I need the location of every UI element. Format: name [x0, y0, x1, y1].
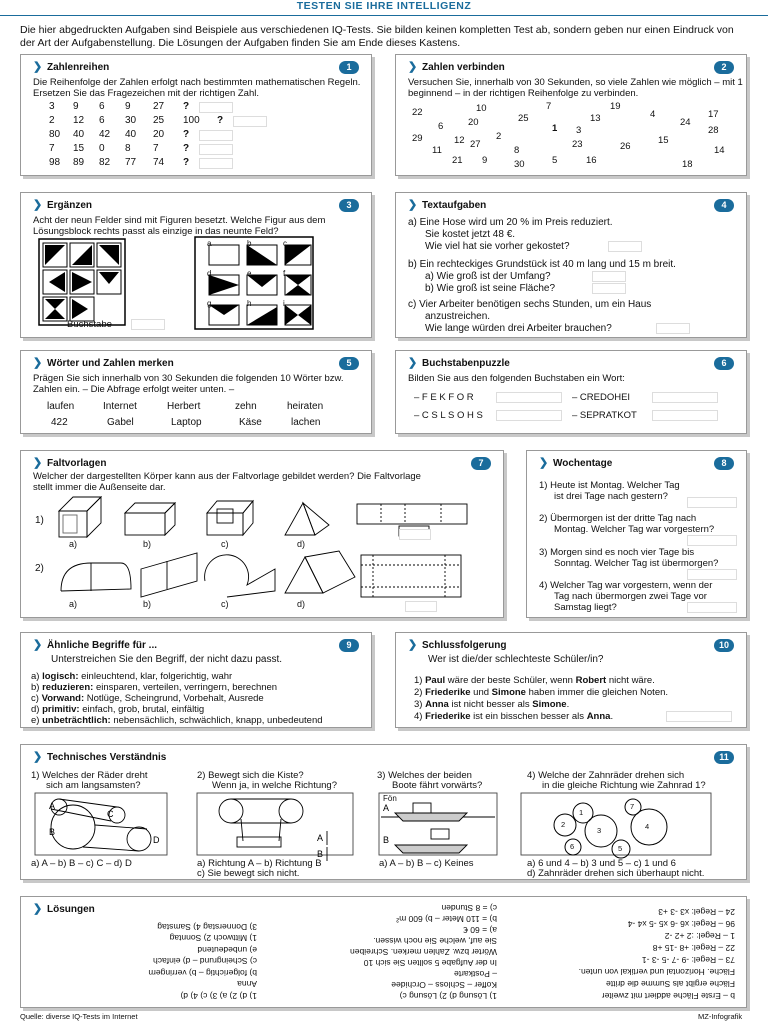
answer-field[interactable]: [233, 116, 267, 127]
task-number-badge: 4: [714, 199, 734, 212]
answer-options: a) A – b) B – c) Keines: [379, 858, 474, 869]
series-value: 89: [73, 157, 85, 168]
answer-options: a) A – b) B – c) C – d) D: [31, 858, 132, 869]
task-description: Versuchen Sie, innerhalb von 30 Sekunden, so viele Zahlen wie möglich – mit 1 beginnend – in der richtigen Reihenfolge zu verbinden.: [408, 77, 743, 100]
series-value: 9: [73, 101, 79, 112]
series-value: 77: [125, 157, 137, 168]
solution-line: 1 – Regel: :2 +2 -2: [664, 931, 735, 941]
task-woerter-merken: [20, 350, 372, 434]
answer-options: c) Sie bewegt sich nicht.: [197, 868, 300, 879]
gear-number: 4: [645, 822, 650, 831]
task-heading: ❯ Ergänzen: [33, 199, 93, 211]
intro-text: Die hier abgedruckten Aufgaben sind Beispiele aus verschiedenen IQ-Tests. Sie bilden keinen kompletten Test ab, sondern geben nur einen Eindruck von der Art der Aufgabenstellung. Die Lösungen der Aufgaben finden Sie am Ende dieses Kastens.: [20, 24, 734, 50]
question-text: 3) Welches der beiden: [377, 770, 472, 781]
solution-line: Anna: [237, 979, 257, 990]
task-description: Welcher der dargestellten Körper kann aus der Faltvorlage gebildet werden? Die Faltvorlage stellt immer die Außenseite dar.: [33, 471, 421, 494]
answer-field[interactable]: [592, 283, 626, 294]
answer-field[interactable]: [656, 323, 690, 334]
chevron-right-icon: ❯: [408, 357, 418, 369]
letter-puzzle: – F E K F O R: [414, 392, 474, 403]
series-value: 98: [49, 157, 61, 168]
connect-number: 27: [470, 139, 481, 150]
solution-line: 73 – Regel: -9 -7 -5 -3 -1: [641, 955, 735, 965]
connect-number: 4: [650, 109, 656, 120]
connect-number: 23: [572, 139, 583, 150]
series-value: ?: [217, 115, 224, 126]
question-text: sich am langsamsten?: [46, 780, 141, 791]
series-value: 2: [49, 115, 55, 126]
answer-field[interactable]: [199, 130, 233, 141]
chevron-right-icon: ❯: [33, 61, 43, 73]
solution-line: 1) Mittwoch 2) Sonntag: [169, 933, 257, 944]
memorize-item: lachen: [291, 417, 321, 428]
question-text: Sie kostet jetzt 48 €.: [425, 229, 516, 240]
connect-number: 12: [454, 135, 465, 146]
answer-field[interactable]: [496, 410, 562, 421]
option-letter: b: [247, 239, 252, 248]
answer-field[interactable]: [199, 158, 233, 169]
task-heading: ❯ Textaufgaben: [408, 199, 487, 211]
connect-number: 1: [552, 123, 558, 134]
answer-label: Buchstabe: [67, 319, 112, 330]
solutions-right: [511, 901, 741, 1005]
question-text: anzustreichen.: [425, 311, 491, 322]
series-value: 80: [49, 129, 61, 140]
question-text: c) Vier Arbeiter benötigen sechs Stunden, um ein Haus: [408, 299, 652, 310]
series-value: 82: [99, 157, 111, 168]
gear-number: 5: [618, 844, 623, 853]
answer-field[interactable]: [687, 535, 737, 546]
task-zahlen-verbinden: [395, 54, 747, 176]
wheel-label-a: A: [49, 801, 56, 811]
series-value: 25: [153, 115, 165, 126]
solutions-left: [33, 917, 263, 1005]
answer-field[interactable]: [496, 392, 562, 403]
task-textaufgaben: [395, 192, 747, 338]
option-letter: e: [247, 269, 252, 278]
figure-grid: [39, 239, 189, 325]
connect-number: 21: [452, 155, 463, 166]
series-value: 8: [125, 143, 131, 154]
connect-number: 22: [412, 107, 423, 118]
task-zahlenreihen: [20, 54, 372, 176]
task-heading: ❯ Buchstabenpuzzle: [408, 357, 510, 369]
connect-number: 17: [708, 109, 719, 120]
answer-field[interactable]: [687, 602, 737, 613]
term-line: c) Vorwand: Notlüge, Scheingrund, Vorbehalt, Ausrede: [31, 693, 264, 704]
task-heading: ❯ Zahlenreihen: [33, 61, 110, 73]
task-number-badge: 6: [714, 357, 734, 370]
memorize-item: Herbert: [167, 401, 201, 412]
page-header: [0, 0, 768, 16]
answer-field[interactable]: [666, 711, 732, 722]
connect-number: 15: [658, 135, 669, 146]
task-ergaenzen: [20, 192, 372, 338]
task-number-badge: 8: [714, 457, 734, 470]
connect-number: 11: [432, 145, 442, 156]
chevron-right-icon: ❯: [33, 457, 43, 469]
solution-line: 1) Lösung d) 2) Lösung c): [399, 991, 497, 1001]
task-heading: ❯ Wochentage: [539, 457, 613, 469]
memorize-item: zehn: [235, 401, 257, 412]
task-number-badge: 3: [339, 199, 359, 212]
series-value: 27: [153, 101, 165, 112]
series-value: ?: [183, 101, 190, 112]
solution-line: Fläche ergibt als Summe die dritte: [606, 979, 735, 989]
task-wochentage: [526, 450, 747, 618]
fold-option-label: c): [221, 539, 229, 549]
answer-field[interactable]: [199, 144, 233, 155]
question-text: b) Ein rechteckiges Grundstück ist 40 m lang und 15 m breit.: [408, 259, 676, 270]
solution-line: In der Aufgabe 5 sollten Sie sich 10: [363, 958, 497, 968]
task-number-badge: 10: [714, 639, 734, 652]
memorize-item: laufen: [47, 401, 75, 412]
task-description: Wer ist die/der schlechteste Schüler/in?: [428, 654, 604, 665]
series-value: ?: [183, 129, 190, 140]
option-letter: i: [283, 299, 285, 308]
question-text: 2) Übermorgen ist der dritte Tag nach: [539, 513, 697, 524]
gear-number: 3: [597, 826, 602, 835]
question-text: Wenn ja, in welche Richtung?: [212, 780, 337, 791]
term-line: b) reduzieren: einsparen, verteilen, verringern, berechnen: [31, 682, 278, 693]
fold-option-label: c): [221, 599, 229, 609]
task-number-badge: 11: [714, 751, 734, 764]
solution-line: – Postkarte: [454, 969, 497, 979]
row-label: 1): [35, 515, 44, 526]
question-text: Boote fährt vorwärts?: [392, 780, 483, 791]
question-text: 2) Bewegt sich die Kiste?: [197, 770, 304, 781]
boat-label-b: B: [383, 835, 390, 845]
option-letter: c: [283, 239, 287, 248]
chevron-right-icon: ❯: [408, 639, 418, 651]
fold-option-label: a): [69, 539, 78, 549]
option-letter: f: [283, 269, 286, 278]
task-number-badge: 5: [339, 357, 359, 370]
row-label: 2): [35, 563, 44, 574]
connect-number: 2: [496, 131, 502, 142]
option-letter: a: [207, 239, 212, 248]
gear-number: 2: [561, 820, 566, 829]
question-text: 4) Welche der Zahnräder drehen sich: [527, 770, 685, 781]
series-value: ?: [183, 143, 190, 154]
connect-number: 20: [468, 117, 479, 128]
solutions-middle: [273, 901, 503, 1005]
task-number-badge: 2: [714, 61, 734, 74]
series-value: 42: [99, 129, 111, 140]
solution-line: Sie auf, welche Sie noch wissen.: [373, 936, 497, 946]
solution-line: 22 – Regel: +8 -15 +8: [652, 943, 735, 953]
wheel-label-b: B: [49, 827, 56, 837]
fold-option-label: d): [297, 599, 306, 609]
chevron-right-icon: ❯: [33, 751, 43, 763]
task-schlussfolgerung: [395, 632, 747, 728]
connect-number: 30: [514, 159, 525, 170]
series-value: 30: [125, 115, 137, 126]
statement-line: 3) Anna ist nicht besser als Simone.: [414, 699, 570, 710]
task-number-badge: 9: [339, 639, 359, 652]
task-aehnliche-begriffe: [20, 632, 372, 728]
solutions-box: [20, 896, 747, 1008]
question-text: in die gleiche Richtung wie Zahnrad 1?: [542, 780, 706, 791]
letter-puzzle: – CREDOHEI: [572, 392, 631, 403]
question-text: ist drei Tage nach gestern?: [554, 491, 668, 502]
connect-number: 14: [714, 145, 725, 156]
task-description: Prägen Sie sich innerhalb von 30 Sekunden die folgenden 10 Wörter bzw. Zahlen ein. – Die Abfrage erfolgt weiter unten. –: [33, 373, 344, 396]
connect-number: 7: [546, 101, 552, 112]
series-value: 74: [153, 157, 165, 168]
fold-option-label: a): [69, 599, 78, 609]
statement-line: 1) Paul wäre der beste Schüler, wenn Robert nicht wäre.: [414, 675, 655, 686]
series-value: 40: [73, 129, 85, 140]
answer-field[interactable]: [405, 601, 437, 612]
option-letter: g: [207, 299, 212, 308]
solution-block: [195, 237, 313, 329]
series-value: 0: [99, 143, 105, 154]
connect-number: 16: [586, 155, 597, 166]
answer-options: a) 6 und 4 – b) 3 und 5 – c) 1 und 6: [527, 858, 676, 869]
series-value: 100: [183, 115, 200, 126]
direction-label-a: A: [317, 833, 324, 843]
gear-number: 7: [630, 802, 635, 811]
series-value: 20: [153, 129, 165, 140]
task-description: Die Reihenfolge der Zahlen erfolgt nach bestimmten mathematischen Regeln. Ersetzen Sie das Fragezeichen mit der richtigen Zahl.: [33, 77, 361, 100]
connect-number: 5: [552, 155, 558, 166]
task-heading: ❯ Schlussfolgerung: [408, 639, 507, 651]
term-line: d) primitiv: einfach, grob, brutal, einfältig: [31, 704, 205, 715]
answer-field[interactable]: [608, 241, 642, 252]
series-value: 6: [99, 115, 105, 126]
connect-number: 19: [610, 101, 621, 112]
question-text: 1) Heute ist Montag. Welcher Tag: [539, 480, 680, 491]
solution-line: c) Scheingrund – d) einfach: [153, 956, 257, 967]
question-text: Samstag liegt?: [554, 602, 617, 613]
series-value: 9: [125, 101, 131, 112]
series-value: 12: [73, 115, 85, 126]
answer-field[interactable]: [687, 569, 737, 580]
direction-label-b: B: [317, 849, 324, 859]
connect-number: 6: [438, 121, 444, 132]
task-buchstabenpuzzle: [395, 350, 747, 434]
chevron-right-icon: ❯: [408, 199, 418, 211]
connect-number: 28: [708, 125, 719, 136]
gear-number: 1: [579, 808, 584, 817]
source-note: Quelle: diverse IQ-Tests im Internet: [20, 1012, 138, 1021]
task-number-badge: 1: [339, 61, 359, 74]
chevron-right-icon: ❯: [33, 639, 43, 651]
statement-line: 2) Friederike und Simone haben immer die gleichen Noten.: [414, 687, 669, 698]
question-text: Montag. Welcher Tag war vorgestern?: [554, 524, 715, 535]
answer-options: a) Richtung A – b) Richtung B: [197, 858, 322, 869]
answer-field[interactable]: [199, 102, 233, 113]
connect-number: 13: [590, 113, 601, 124]
question-text: b) Wie groß ist seine Fläche?: [425, 283, 556, 294]
letter-puzzle: – C S L S O H S: [414, 410, 483, 421]
task-heading: ❯ Wörter und Zahlen merken: [33, 357, 174, 369]
task-heading: ❯ Technisches Verständnis: [33, 751, 167, 763]
connect-number: 24: [680, 117, 691, 128]
solution-line: b) = 110 Meter – b) 600 m²: [396, 914, 497, 924]
question-text: 4) Welcher Tag war vorgestern, wenn der: [539, 580, 713, 591]
gear-number: 6: [570, 842, 575, 851]
connect-number: 29: [412, 133, 423, 144]
question-text: 1) Welches der Räder dreht: [31, 770, 148, 781]
wheel-label-c: C: [107, 809, 114, 819]
fold-option-label: b): [143, 539, 152, 549]
wheel-label-d: D: [153, 835, 160, 845]
chevron-right-icon: ❯: [33, 903, 43, 915]
hairdryer-label: Fön: [383, 794, 397, 803]
term-line: e) unbeträchtlich: nebensächlich, schwächlich, knapp, unbedeutend: [31, 715, 323, 726]
question-text: a) Eine Hose wird um 20 % im Preis reduziert.: [408, 217, 613, 228]
task-faltvorlagen: [20, 450, 504, 618]
option-letter: d: [207, 269, 212, 278]
task-heading: ❯ Ähnliche Begriffe für ...: [33, 639, 158, 651]
series-value: 7: [49, 143, 55, 154]
connect-number: 3: [576, 125, 582, 136]
task-heading: ❯ Faltvorlagen: [33, 457, 107, 469]
connect-number: 26: [620, 141, 631, 152]
task-heading: ❯ Zahlen verbinden: [408, 61, 505, 73]
page-title: TESTEN SIE IHRE INTELLIGENZ: [296, 0, 472, 12]
solution-line: 96 – Regel: x6 -6 x5 -5 x4 -4: [627, 919, 735, 929]
solution-line: 1) d) 2) a) 3) c) 4) d): [180, 991, 257, 1001]
solution-line: 3) Donnerstag 4) Samstag: [157, 922, 257, 932]
question-text: Wie viel hat sie vorher gekostet?: [425, 241, 570, 252]
connect-number: 25: [518, 113, 529, 124]
connect-number: 18: [682, 159, 693, 170]
solution-line: e) unbedeutend: [197, 945, 257, 955]
chevron-right-icon: ❯: [33, 357, 43, 369]
connect-number: 8: [514, 145, 520, 156]
memorize-item: Gabel: [107, 417, 134, 428]
solution-line: a) = 60 €: [463, 925, 497, 935]
letter-puzzle: – SEPRATKOT: [572, 410, 637, 421]
task-description: Bilden Sie aus den folgenden Buchstaben ein Wort:: [408, 373, 625, 384]
fold-option-label: d): [297, 539, 306, 549]
answer-field[interactable]: [687, 497, 737, 508]
chevron-right-icon: ❯: [408, 61, 418, 73]
question-text: a) Wie groß ist der Umfang?: [425, 271, 551, 282]
series-value: 7: [153, 143, 159, 154]
question-text: Tag nach übermorgen zwei Tage vor: [554, 591, 707, 602]
answer-field[interactable]: [131, 319, 165, 330]
task-description: Unterstreichen Sie den Begriff, der nicht dazu passt.: [51, 654, 283, 665]
task-technisches-verstaendnis: [20, 744, 747, 880]
solution-line: Koffer – Schloss – Orchidee: [391, 980, 497, 990]
term-line: a) logisch: einleuchtend, klar, folgerichtig, wahr: [31, 671, 233, 682]
task-number-badge: 7: [471, 457, 491, 470]
boat-label-a: A: [383, 803, 390, 813]
solution-line: b) folgerichtig – b) verringern: [148, 968, 257, 978]
answer-options: d) Zahnräder drehen sich überhaupt nicht.: [527, 868, 705, 879]
task-description: Acht der neun Felder sind mit Figuren besetzt. Welche Figur aus dem Lösungsblock rechts passt als einzige in das neunte Feld?: [33, 215, 326, 238]
series-value: 40: [125, 129, 137, 140]
option-letter: h: [247, 299, 252, 308]
answer-field[interactable]: [592, 271, 626, 282]
series-value: 15: [73, 143, 85, 154]
fold-option-label: b): [143, 599, 152, 609]
solution-line: Wörter bzw. Zahlen merken. Schreiben: [350, 947, 497, 957]
answer-field[interactable]: [652, 410, 718, 421]
answer-field[interactable]: [652, 392, 718, 403]
solution-line: 24 – Regel: x3 -3 +3: [658, 907, 735, 917]
question-text: Wie lange würden drei Arbeiter brauchen?: [425, 323, 612, 334]
memorize-item: heiraten: [287, 401, 324, 412]
statement-line: 4) Friederike ist ein bisschen besser als Anna.: [414, 711, 614, 722]
credit-note: MZ-Infografik: [698, 1012, 743, 1021]
memorize-item: Käse: [239, 417, 262, 428]
series-value: 3: [49, 101, 55, 112]
memorize-item: Internet: [103, 401, 137, 412]
memorize-item: Laptop: [171, 417, 202, 428]
task-heading: ❯ Lösungen: [33, 903, 95, 915]
chevron-right-icon: ❯: [539, 457, 549, 469]
question-text: Sonntag. Welcher Tag ist übermorgen?: [554, 558, 719, 569]
question-text: 3) Morgen sind es noch vier Tage bis: [539, 547, 695, 558]
series-value: ?: [183, 157, 190, 168]
solution-line: Fläche. Horizontal und vertikal von unten.: [578, 967, 735, 977]
fold-shapes: [21, 451, 505, 619]
chevron-right-icon: ❯: [33, 199, 43, 211]
connect-number: 9: [482, 155, 488, 166]
connect-number: 10: [476, 103, 487, 114]
answer-field[interactable]: [399, 529, 431, 540]
memorize-item: 422: [51, 417, 68, 428]
solution-line: c) = 8 Stunden: [441, 903, 497, 913]
solution-line: b – Erste Fläche addiert mit zweiter: [601, 991, 735, 1001]
series-value: 6: [99, 101, 105, 112]
